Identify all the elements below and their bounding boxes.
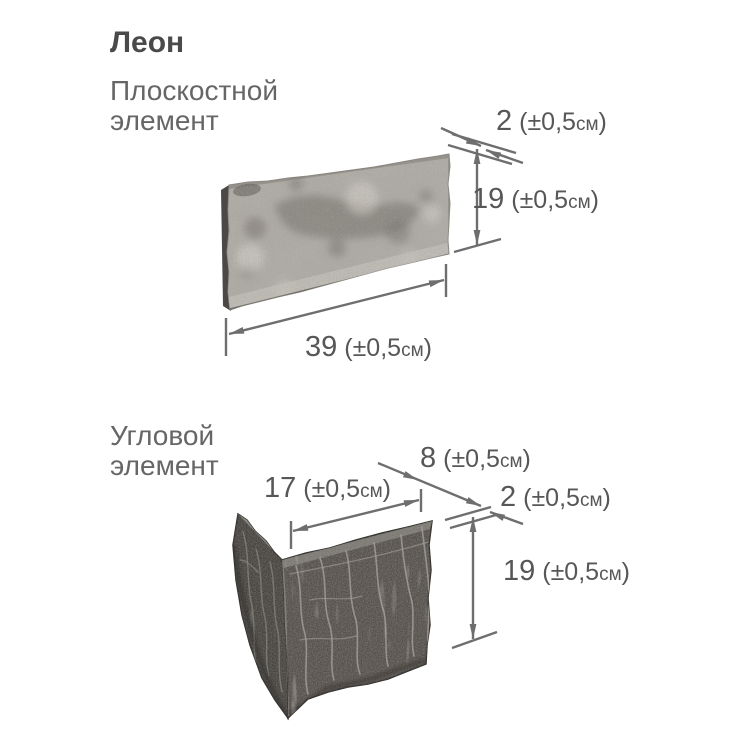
flat-width-dimension-label: 39 (±0,5см) <box>305 331 432 363</box>
arrowhead-icon <box>229 327 244 334</box>
flat-height-dimension-label: 19 (±0,5см) <box>472 183 599 215</box>
flat-element-stone-image <box>220 148 456 316</box>
arrowhead-icon <box>403 471 418 480</box>
corner-height-dimension <box>452 517 497 648</box>
arrowhead-icon <box>466 497 481 506</box>
corner-element-section-title <box>110 421 219 481</box>
flat-element-title-line1: Плоскостной <box>110 75 278 106</box>
flat-element-title-line2: элемент <box>110 105 219 136</box>
arrowhead-icon <box>470 624 477 639</box>
flat-thickness-dimension-label: 2 (±0,5см) <box>496 105 607 137</box>
corner-element-stone-image <box>230 508 438 725</box>
page-title: Леон <box>110 26 185 59</box>
arrowhead-icon <box>404 500 419 507</box>
corner-element-title-line1: Угловой <box>110 420 215 451</box>
corner-depth-dimension-label: 8 (±0,5см) <box>420 442 531 474</box>
corner-thickness-dimension-label: 2 (±0,5см) <box>500 481 611 513</box>
flat-element-section-title <box>110 76 278 136</box>
arrowhead-icon <box>470 517 477 532</box>
arrowhead-icon <box>474 149 481 164</box>
flat-stone-texture <box>220 148 456 316</box>
corner-height-dimension-label: 19 (±0,5см) <box>503 555 630 587</box>
corner-width-dimension-label: 17 (±0,5см) <box>264 472 391 504</box>
corner-element-title-line2: элемент <box>110 450 219 481</box>
dimension-tick <box>452 632 497 648</box>
arrowhead-icon <box>429 280 444 287</box>
corner-stone-right-texture <box>278 515 438 725</box>
arrowhead-icon <box>293 524 308 531</box>
corner-stone-left-texture <box>230 508 292 723</box>
arrowhead-icon <box>474 230 481 245</box>
